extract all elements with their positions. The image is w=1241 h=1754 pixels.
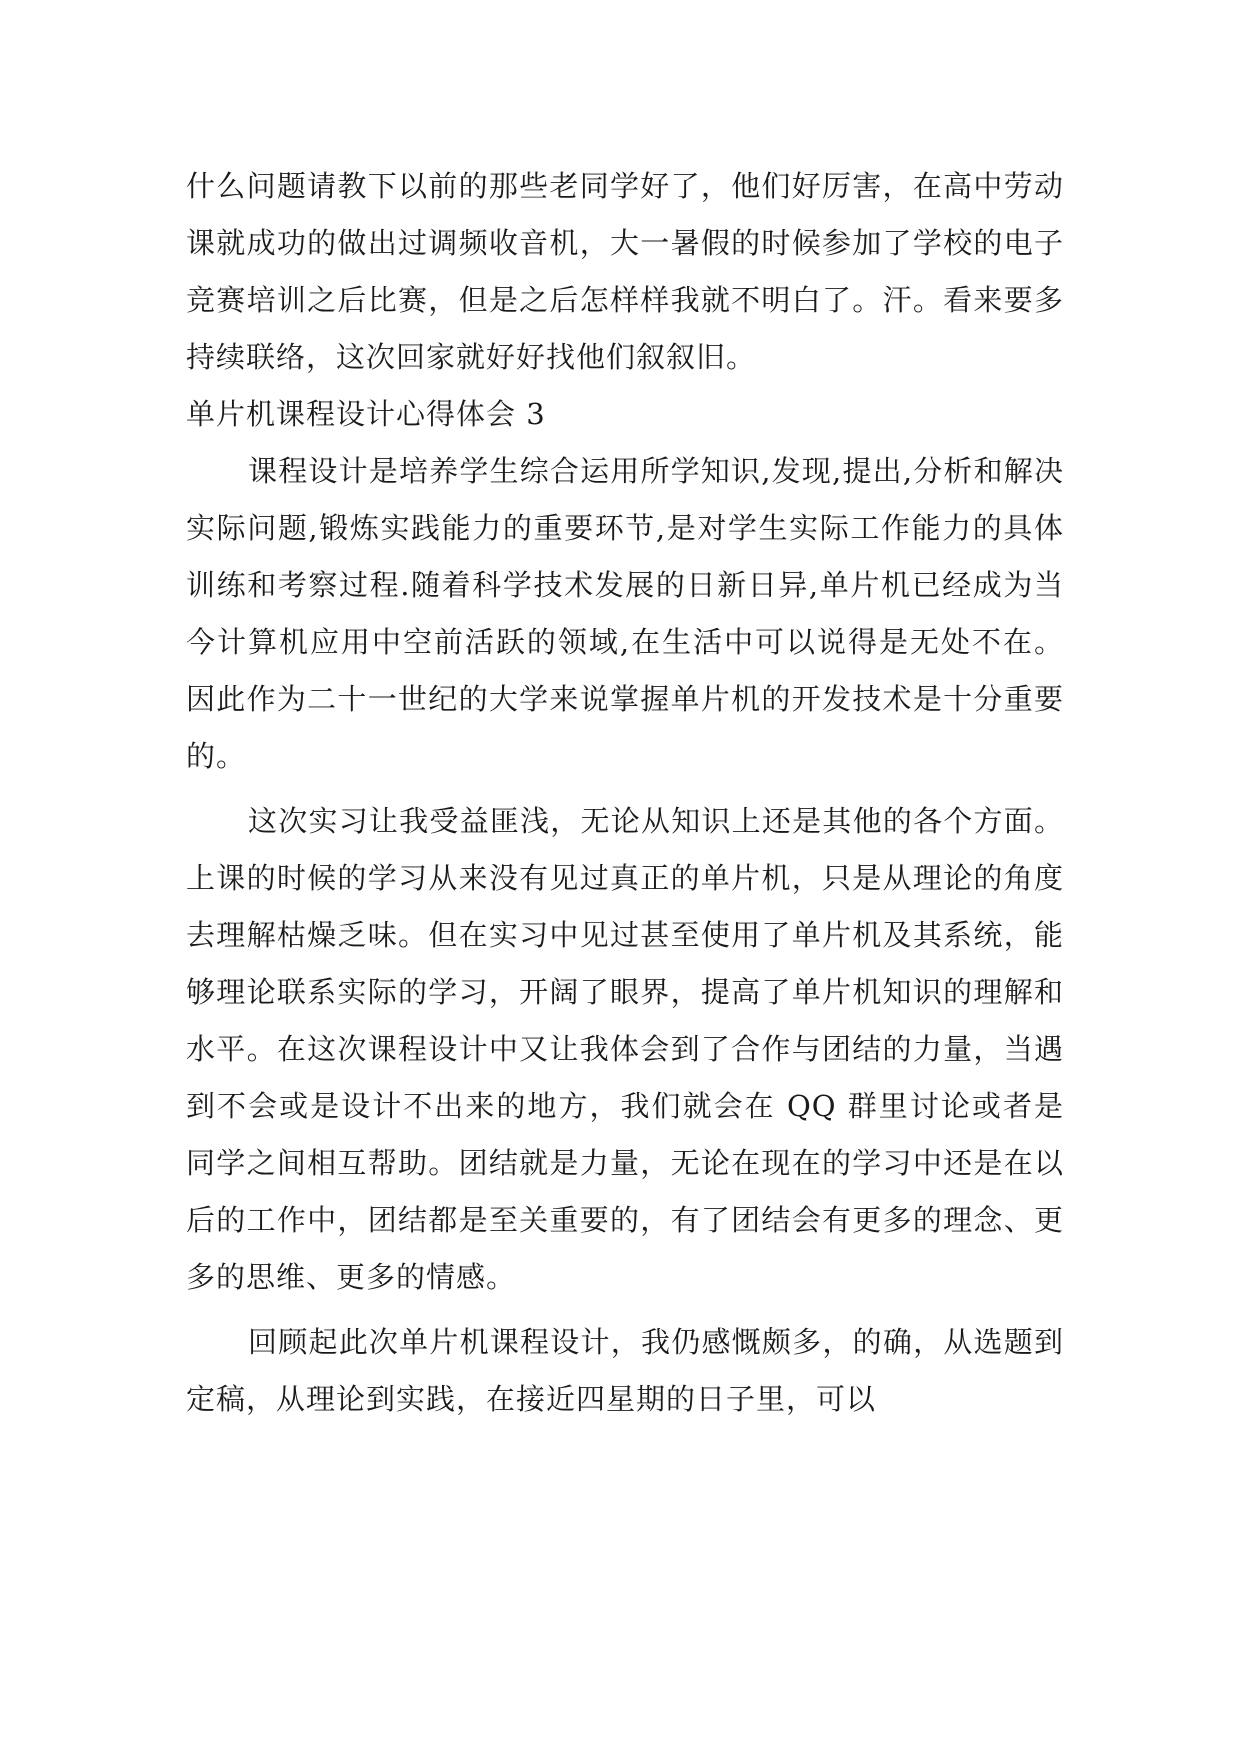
paragraph-intro: 什么问题请教下以前的那些老同学好了，他们好厉害，在高中劳动课就成功的做出过调频收音机，大一暑假的时候参加了学校的电子竞赛培训之后比赛，但是之后怎样样我就不明白了。汗。看来要多持续联络，这次回家就好好找他们叙叙旧。 xyxy=(186,169,1064,374)
paragraph-1: 课程设计是培养学生综合运用所学知识,发现,提出,分析和解决实际问题,锻炼实践能力的重要环节,是对学生实际工作能力的具体训练和考察过程.随着科学技术发展的日新日异,单片机已经成为当今计算机应用中空前活跃的领域,在生活中可以说得是无处不在。因此作为二十一世纪的大学来说掌握单片机的开发技术是十分重要的。 xyxy=(186,454,1064,773)
document-body xyxy=(186,158,1064,1428)
section-title: 单片机课程设计心得体会 3 xyxy=(186,397,546,431)
paragraph-3: 回顾起此次单片机课程设计，我仍感慨颇多，的确，从选题到定稿，从理论到实践，在接近四星期的日子里，可以 xyxy=(186,1325,1064,1416)
paragraph-2: 这次实习让我受益匪浅，无论从知识上还是其他的各个方面。上课的时候的学习从来没有见过真正的单片机，只是从理论的角度去理解枯燥乏味。但在实习中见过甚至使用了单片机及其系统，能够理论联系实际的学习，开阔了眼界，提高了单片机知识的理解和水平。在这次课程设计中又让我体会到了合作与团结的力量，当遇到不会或是设计不出来的地方，我们就会在 QQ 群里讨论或者是同学之间相互帮助。团结就是力量，无论在现在的学习中还是在以后的工作中，团结都是至关重要的，有了团结会有更多的理念、更多的思维、更多的情感。 xyxy=(186,804,1064,1294)
